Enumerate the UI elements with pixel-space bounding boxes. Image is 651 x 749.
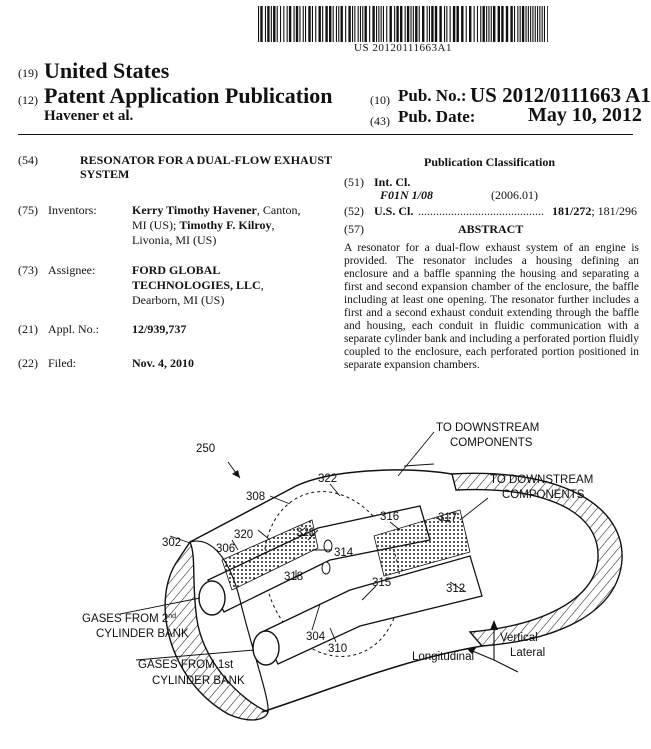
- inventors-label: Inventors:: [48, 203, 97, 217]
- to-downstream-2b: COMPONENTS: [502, 489, 585, 501]
- appl-code: (21): [18, 322, 38, 336]
- title-code: (54): [18, 153, 38, 167]
- ref-318: 318: [284, 571, 304, 583]
- inventor-2-loc: ,: [271, 218, 275, 232]
- code-19: (19): [18, 66, 38, 80]
- inventor-2-name: Timothy F. Kilroy: [179, 218, 272, 232]
- pub-class-title: Publication Classification: [424, 155, 556, 169]
- assignee-value: [132, 263, 264, 308]
- inventor-1-loc: , Canton,: [256, 203, 301, 217]
- ref-316: 316: [380, 511, 400, 523]
- gases-2nd-line2: CYLINDER BANK: [96, 628, 189, 640]
- filed-label: Filed:: [48, 356, 77, 370]
- uscl-label: U.S. Cl.: [374, 204, 414, 218]
- gases-2nd-line1: [82, 613, 176, 625]
- axis-vertical-arrow: [490, 620, 498, 630]
- title-line-2: SYSTEM: [80, 167, 130, 181]
- code-43: (43): [370, 114, 390, 128]
- ref-315: 315: [372, 577, 392, 589]
- intcl-label: Int. Cl.: [374, 175, 411, 189]
- ref-321: 321: [296, 527, 316, 539]
- inlet-1st-bank: [253, 631, 279, 665]
- inlet-2nd-bank: [199, 581, 225, 615]
- gases-2nd-text: GASES FROM 2: [82, 613, 169, 625]
- assignee-line-1: FORD GLOBAL: [132, 263, 221, 277]
- ref-306: 306: [216, 543, 236, 555]
- title-line-1: RESONATOR FOR A DUAL-FLOW EXHAUST: [80, 153, 333, 167]
- axis-vertical-label: Vertical: [500, 632, 538, 644]
- baffle-opening-2: [322, 562, 330, 574]
- intcl-code: (51): [344, 175, 364, 189]
- abstract-title: ABSTRACT: [458, 222, 524, 236]
- ref-302: 302: [162, 537, 182, 549]
- intcl-class: F01N 1/08: [380, 188, 434, 202]
- inventors-value: [132, 203, 332, 248]
- intcl-year: (2006.01): [491, 188, 538, 202]
- ref-322: 322: [318, 473, 338, 485]
- assignee-code: (73): [18, 263, 38, 277]
- appl-no: 12/939,737: [132, 322, 187, 336]
- abstract-text: A resonator for a dual-flow exhaust system of an engine is provided. The resonator includes a housing defining an enclosure and a baffle spanning the housing and separating a first and second expansion chamber of the enclosure, the baffle including at least one opening. The resonator further includes a first and a second exhaust conduit extending through the baffle and housing, each conduit in fluidic communication with a separate cylinder bank and including a perforated portion fluidly coupled to the enclosure, each perforated portion positioned in separate expansion chambers.: [344, 242, 639, 371]
- pub-date-label: Pub. Date:: [398, 107, 476, 126]
- ref-314: 314: [334, 547, 354, 559]
- uscl-code: (52): [344, 204, 364, 218]
- filed-date: Nov. 4, 2010: [132, 356, 195, 370]
- pub-no-label: Pub. No.:: [398, 86, 467, 105]
- uscl-value: [552, 204, 637, 219]
- pub-date: May 10, 2012: [528, 104, 642, 126]
- barcode: [258, 6, 548, 42]
- code-10: (10): [370, 93, 390, 107]
- ref-312: 312: [446, 583, 466, 595]
- inventors-code: (75): [18, 203, 38, 217]
- to-downstream-2a: TO DOWNSTREAM: [490, 474, 594, 486]
- to-downstream-1a: TO DOWNSTREAM: [436, 422, 540, 434]
- barcode-number: US 20120111663A1: [354, 42, 452, 54]
- axis-longitudinal-label: Longitudinal: [412, 651, 475, 663]
- leader-250-arrow: [232, 470, 240, 478]
- ref-317: 317: [438, 512, 458, 524]
- country: United States: [44, 58, 170, 83]
- abstract-code: (57): [344, 222, 364, 236]
- assignee-line-2: TECHNOLOGIES, LLC: [132, 278, 261, 292]
- filed-code: (22): [18, 356, 38, 370]
- uscl-value-rest: ; 181/296: [591, 204, 638, 218]
- assignee-line-3: Dearborn, MI (US): [132, 293, 225, 307]
- code-12: (12): [18, 93, 38, 107]
- gases-1st-line2: CYLINDER BANK: [152, 675, 245, 687]
- inventor-1-name: Kerry Timothy Havener: [132, 203, 257, 217]
- ref-320: 320: [234, 529, 254, 541]
- document-type: Patent Application Publication: [44, 83, 333, 108]
- header-rule: [18, 134, 633, 135]
- assignee-line-2-suffix: ,: [260, 278, 264, 292]
- ref-250: 250: [196, 443, 216, 455]
- ref-308: 308: [246, 491, 266, 503]
- gases-1st-line1: GASES FROM 1st: [138, 659, 234, 671]
- inventor-2-loc2: Livonia, MI (US): [132, 233, 217, 247]
- appl-label: Appl. No.:: [48, 322, 99, 336]
- assignee-label: Assignee:: [48, 263, 96, 277]
- to-downstream-1b: COMPONENTS: [450, 437, 533, 449]
- uscl-dots: ..........................................: [418, 204, 544, 218]
- ref-310: 310: [328, 643, 348, 655]
- ref-304: 304: [306, 631, 326, 643]
- uscl-value-bold: 181/272: [552, 204, 592, 218]
- gases-2nd-sup: nd: [168, 613, 177, 620]
- pub-no: US 2012/0111663 A1: [470, 83, 651, 107]
- inventor-short: Havener et al.: [44, 108, 134, 124]
- resonator-figure: [0, 400, 651, 749]
- axis-lateral-label: Lateral: [510, 647, 546, 659]
- inventor-1-loc2: MI (US);: [132, 218, 180, 232]
